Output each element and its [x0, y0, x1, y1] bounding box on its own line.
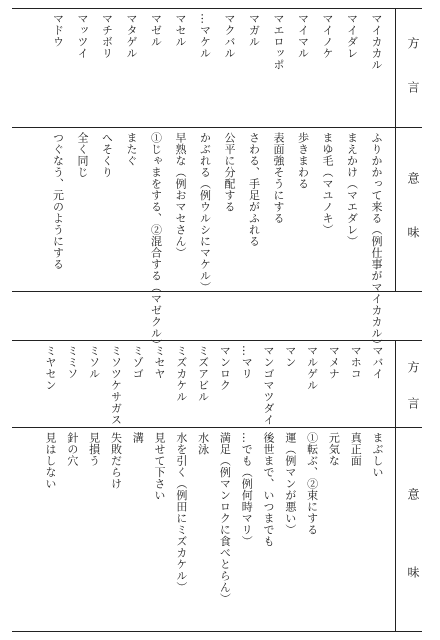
meaning-text: 歩きまわる [296, 132, 310, 190]
meaning-text: 表面強そうにする [272, 132, 285, 224]
meaning-header-label: 意 味 [406, 172, 420, 238]
meaning-text: さわる、手足がふれる [247, 132, 261, 247]
meaning-text: ①じゃまをする、②混合する（マゼクル） [149, 132, 163, 351]
meaning-text: 満足（例マンロクに食べとらん） [218, 432, 232, 605]
dialect-word: マッツイ [76, 13, 89, 59]
meaning-text: 公平に分配する [223, 132, 236, 213]
dialect-word: マエロッポ [272, 13, 285, 71]
meaning-text: 真正面 [349, 432, 363, 467]
meaning-text: まぶしい [371, 432, 384, 478]
dialect-word: ミヤセン [44, 345, 58, 391]
dialect-word: マタゲル [125, 13, 138, 59]
meaning-text: 見損う [87, 432, 101, 467]
meaning-text: へそくり [100, 132, 114, 178]
meaning-text: つぐなう、元のようにする [51, 132, 65, 270]
dialect-header [395, 341, 422, 427]
dialect-word: …マケル [198, 13, 212, 59]
dialect-column-group [39, 345, 388, 426]
meaning-text: ふりかかって来る（例仕事がマイカカル） [370, 132, 383, 351]
meaning-text: 元気な [327, 432, 341, 467]
meaning-column-group [39, 432, 388, 628]
meaning-text: 見せて下さい [153, 432, 167, 501]
meaning-header [395, 128, 422, 292]
meaning-text: かぶれる（例ウルシにマケル） [198, 132, 212, 293]
meaning-text: 水を引く（例田にミズカケル） [174, 432, 188, 593]
meaning-text: 溝 [131, 432, 145, 444]
table-1 [12, 8, 422, 351]
table-2-meaning-section [12, 427, 422, 632]
meaning-text: またぐ [125, 132, 138, 167]
dialect-word: マドウ [51, 13, 65, 48]
meaning-column-group [45, 132, 388, 351]
meaning-text: 失敗だらけ [109, 432, 123, 490]
meaning-text: まゆ毛（マユノキ） [321, 132, 334, 236]
dialect-word: マイノケ [321, 13, 334, 59]
dialect-word: マルゲル [305, 345, 319, 391]
dialect-word: ミソツケサガス [109, 345, 123, 426]
dialect-header-label: 方 言 [406, 37, 420, 93]
meaning-text: ①転ぶ、②束にする [305, 432, 319, 536]
dialect-word: ミズカケル [174, 345, 188, 403]
dialect-word: マンロク [218, 345, 232, 391]
meaning-text: まえかけ（マエダレ） [345, 132, 359, 247]
meaning-text: 水泳 [196, 432, 210, 455]
dialect-word: マメナ [327, 345, 341, 380]
dialect-word: ミズアビル [196, 345, 210, 403]
dialect-word: マバイ [371, 345, 384, 380]
meaning-text: 針の穴 [65, 432, 79, 467]
meaning-header-label: 意 味 [406, 488, 420, 578]
meaning-text: 全く同じ [76, 132, 89, 178]
meaning-text: 見はしない [44, 432, 58, 490]
table-1-meaning-section [12, 127, 422, 351]
dialect-word: マイカカル [370, 13, 383, 71]
meaning-text: 早熟な（例おマセさん） [174, 132, 187, 259]
dialect-word: マクバル [223, 13, 236, 59]
dialect-word: マチボリ [100, 13, 114, 59]
table-2-dialect-section [12, 341, 422, 427]
table-2 [12, 340, 422, 632]
dialect-word: マガル [247, 13, 261, 48]
dialect-column-group [45, 13, 388, 123]
dialect-word: マン [283, 345, 297, 368]
dialect-word: マホコ [349, 345, 363, 380]
dialect-word: ミミソ [65, 345, 79, 380]
dialect-word: ミソル [87, 345, 101, 380]
meaning-text: 運（例マンが悪い） [283, 432, 297, 536]
dialect-header-label: 方 言 [406, 361, 420, 409]
dialect-header [395, 9, 422, 127]
meaning-header [395, 428, 422, 632]
dialect-word: マセル [174, 13, 187, 48]
dialect-word: マイダレ [345, 13, 359, 59]
dialect-word: ミセヤ [153, 345, 167, 380]
table-1-dialect-section [12, 9, 422, 127]
meaning-text: 後世まで、いつまでも [262, 432, 276, 547]
dialect-word: …マリ [240, 345, 254, 380]
dialect-word: マンゴマツダイ [262, 345, 276, 426]
dialect-word: マゼル [149, 13, 163, 48]
dialect-word: マイマル [296, 13, 310, 59]
dialect-word: ミゾゴ [131, 345, 145, 380]
meaning-text: …でも（例何時マリ） [240, 432, 254, 547]
